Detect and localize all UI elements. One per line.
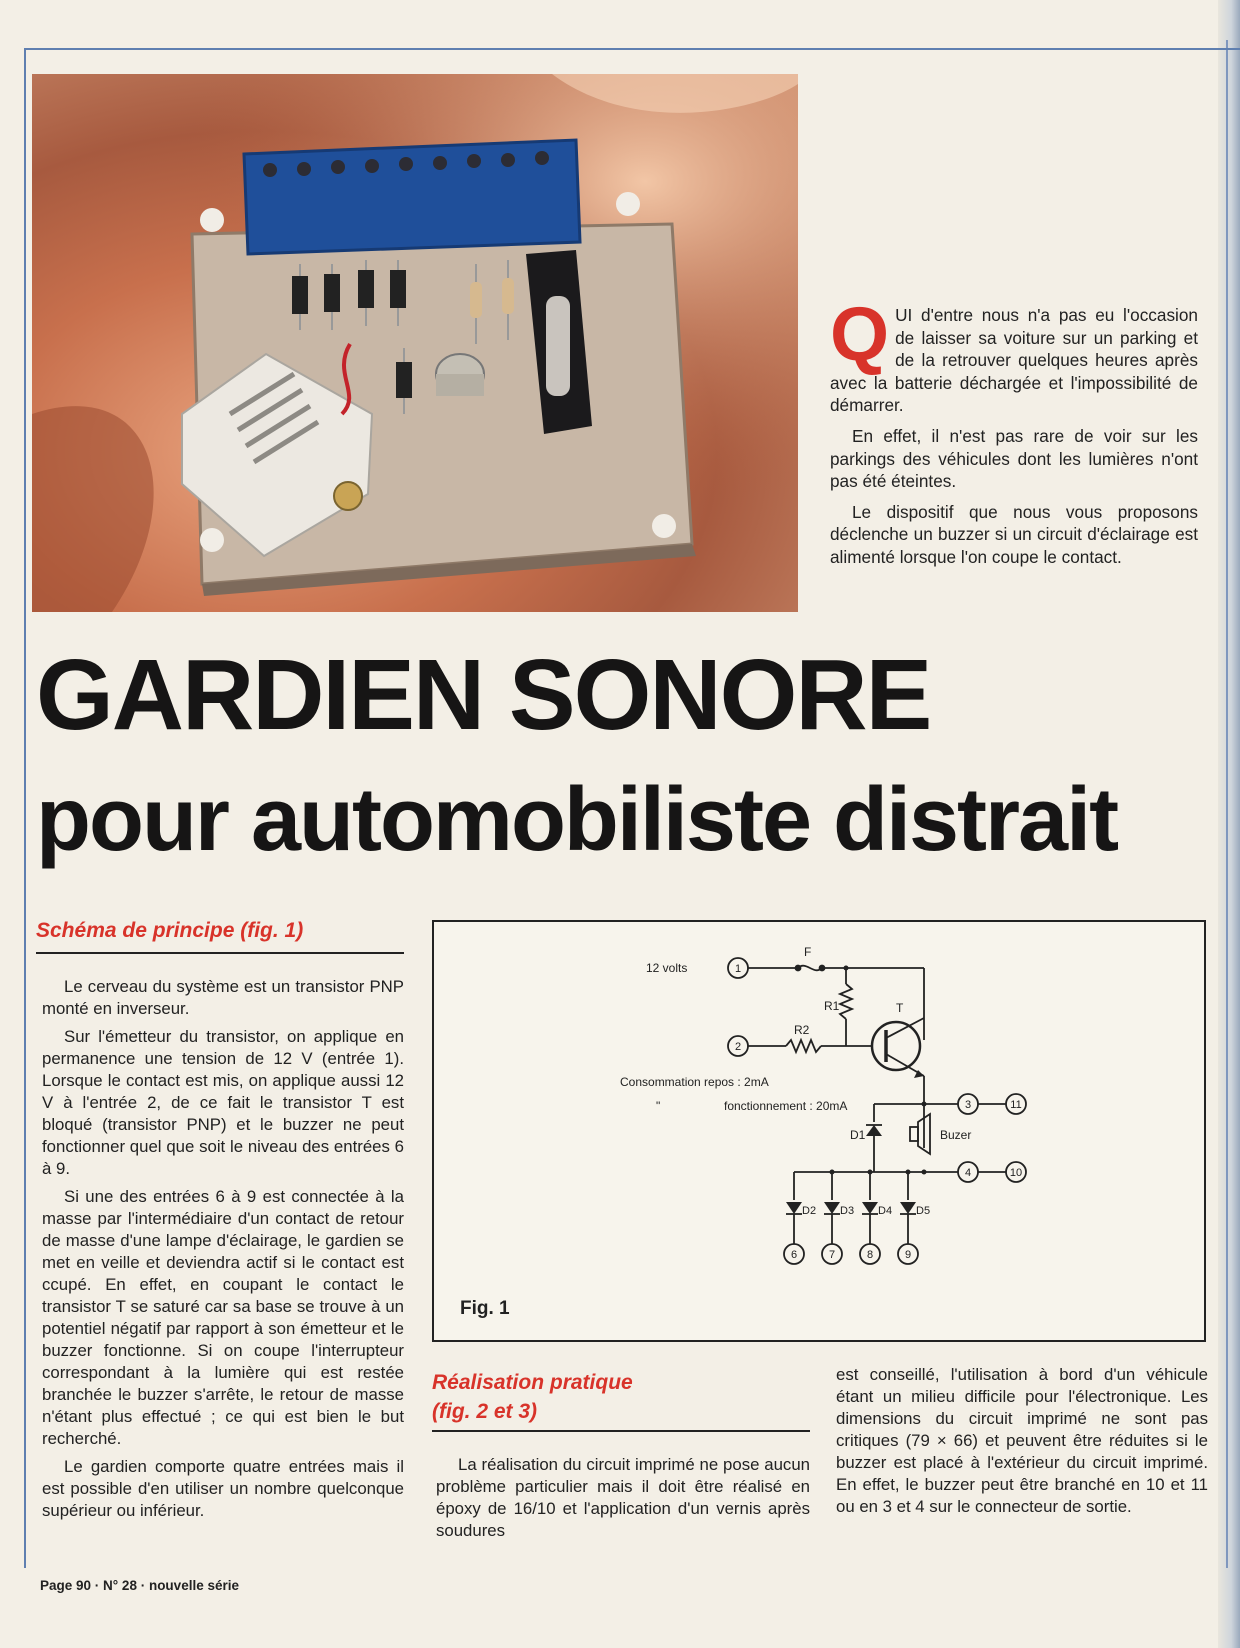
r1-label: R1 — [824, 999, 840, 1013]
d3-label: D3 — [840, 1205, 855, 1217]
terminal-1-label: 1 — [734, 963, 742, 975]
terminal-11-label: 11 — [1010, 1099, 1022, 1111]
realisation-heading-line-1: Réalisation pratique — [432, 1371, 633, 1394]
ditto-mark: " — [656, 1099, 661, 1113]
d5-triangle — [900, 1202, 916, 1214]
transistor-symbol — [872, 1022, 920, 1070]
column-right — [836, 1364, 1208, 1524]
column-middle — [436, 1454, 810, 1548]
standoff-1 — [200, 208, 224, 232]
consumption-idle-label: Consommation repos : 2mA — [620, 1075, 769, 1089]
terminal-9-label: 9 — [904, 1249, 912, 1261]
drop-cap: Q — [830, 292, 890, 377]
d2-label: D2 — [802, 1205, 817, 1217]
d4-label: D4 — [878, 1205, 893, 1217]
schema-paragraph-4: Le gardien comporte quatre entrées mais il est possible d'en utiliser un nombre quelconque supérieur ou inférieur. — [42, 1457, 404, 1520]
section-heading-realisation — [432, 1368, 633, 1426]
page-frame-left — [24, 48, 26, 1568]
section-heading-schema: Schéma de principe (fig. 1) — [36, 919, 304, 942]
d1-label: D1 — [850, 1128, 866, 1142]
section-rule-2 — [432, 1430, 810, 1432]
intro-text — [830, 292, 1198, 577]
terminal-7-label: 7 — [828, 1249, 836, 1261]
d2-triangle — [786, 1202, 802, 1214]
terminal-10-label: 10 — [1009, 1167, 1023, 1179]
terminal-2-label: 2 — [734, 1041, 742, 1053]
terminal-6-label: 6 — [790, 1249, 798, 1261]
intro-paragraph-2: En effet, il n'est pas rare de voir sur les parkings des véhicules dont les lumières n'ont pas été éteintes. — [830, 425, 1198, 492]
page-frame-right — [1226, 40, 1228, 1568]
fuse-label: F — [804, 945, 812, 959]
supply-label: 12 volts — [646, 961, 688, 975]
realisation-paragraph-1: La réalisation du circuit imprimé ne pose aucun problème particulier mais il doit être réalisé en époxy de 16/10 et l'application d'un vernis après soudures — [436, 1455, 810, 1540]
transistor-body — [436, 374, 484, 396]
standoff-4 — [200, 528, 224, 552]
schematic-diagram — [434, 922, 1204, 1340]
page-frame-top — [26, 48, 1240, 50]
page-edge — [1218, 0, 1240, 1648]
circuit-photo — [32, 74, 798, 612]
intro-paragraph-3: Le dispositif que nous vous proposons déclenche un buzzer si un circuit d'éclairage est alimenté lorsque l'on coupe le contact. — [830, 501, 1198, 567]
circuit-photo-drawing — [32, 74, 798, 612]
d1-triangle — [866, 1125, 882, 1136]
d3-triangle — [824, 1202, 840, 1214]
article-title: GARDIEN SONORE — [36, 639, 931, 751]
intro-paragraph-1: QUI d'entre nous n'a pas eu l'occasion de laisser sa voiture sur un parking et de la retrouver quelques heures après avec la batterie déchargée et l'impossibilité de démarrer. — [830, 292, 1198, 416]
article-subtitle: pour automobiliste distrait — [36, 770, 1118, 870]
page-footer: Page 90 · N° 28 · nouvelle série — [40, 1578, 239, 1593]
standoff-3 — [652, 514, 676, 538]
figure-1-box — [432, 920, 1206, 1342]
r2-label: R2 — [794, 1023, 810, 1037]
fuse — [546, 296, 570, 396]
transistor-label: T — [896, 1001, 904, 1015]
r1-zigzag — [840, 984, 852, 1019]
buzzer-label: Buzer — [940, 1128, 972, 1142]
consumption-active-label: fonctionnement : 20mA — [724, 1099, 848, 1113]
terminal-4-label: 4 — [964, 1167, 972, 1179]
realisation-heading-line-2: (fig. 2 et 3) — [432, 1400, 538, 1423]
schema-paragraph-3: Si une des entrées 6 à 9 est connectée à la masse par l'intermédiaire d'un contact de retour de masse d'une lampe d'éclairage, le gardien se met en veille et deviendra actif si le contact est ccupé. En effet, en coupant le contact le transistor T se saturé car sa base se trouve à un potentiel négatif par rapport à son émetteur et le buzzer fonctionne. Si on coupe l'interrupteur correspondant à la lumière qui est restée branchée le buzzer s'arrête, le retour de masse n'étant plus effectué ; ce qui est bien le but recherché. — [42, 1187, 404, 1448]
realisation-paragraph-2: est conseillé, l'utilisation à bord d'un véhicule étant un milieu difficile pour l'électronique. Les dimensions du circuit imprimé ne sont pas critiques (79 × 66) et peuvent être réduites si le buzzer est placé à l'extérieur du circuit imprimé. En effet, le buzzer peut être branché en 10 et 11 ou en 3 et 4 sur le connecteur de sortie. — [836, 1365, 1208, 1516]
terminal-block — [244, 140, 580, 254]
d4-triangle — [862, 1202, 878, 1214]
terminal-3-label: 3 — [964, 1099, 972, 1111]
figure-1-caption: Fig. 1 — [460, 1298, 510, 1319]
r2-zigzag — [786, 1040, 821, 1052]
column-left — [42, 976, 404, 1528]
schema-paragraph-2: Sur l'émetteur du transistor, on applique en permanence une tension de 12 V (entrée 1). Lorsque le contact est mis, on applique aussi 12 V à l'entrée 2, de ce fait le transistor T est bloqué (transistor PNP) et le buzzer ne peut fonctionner quel que soit le niveau des entrées 6 à 9. — [42, 1027, 404, 1178]
d5-label: D5 — [916, 1205, 931, 1217]
standoff-2 — [616, 192, 640, 216]
terminal-8-label: 8 — [866, 1249, 874, 1261]
schema-paragraph-1: Le cerveau du système est un transistor PNP monté en inverseur. — [42, 977, 404, 1018]
section-rule-1 — [36, 952, 404, 954]
